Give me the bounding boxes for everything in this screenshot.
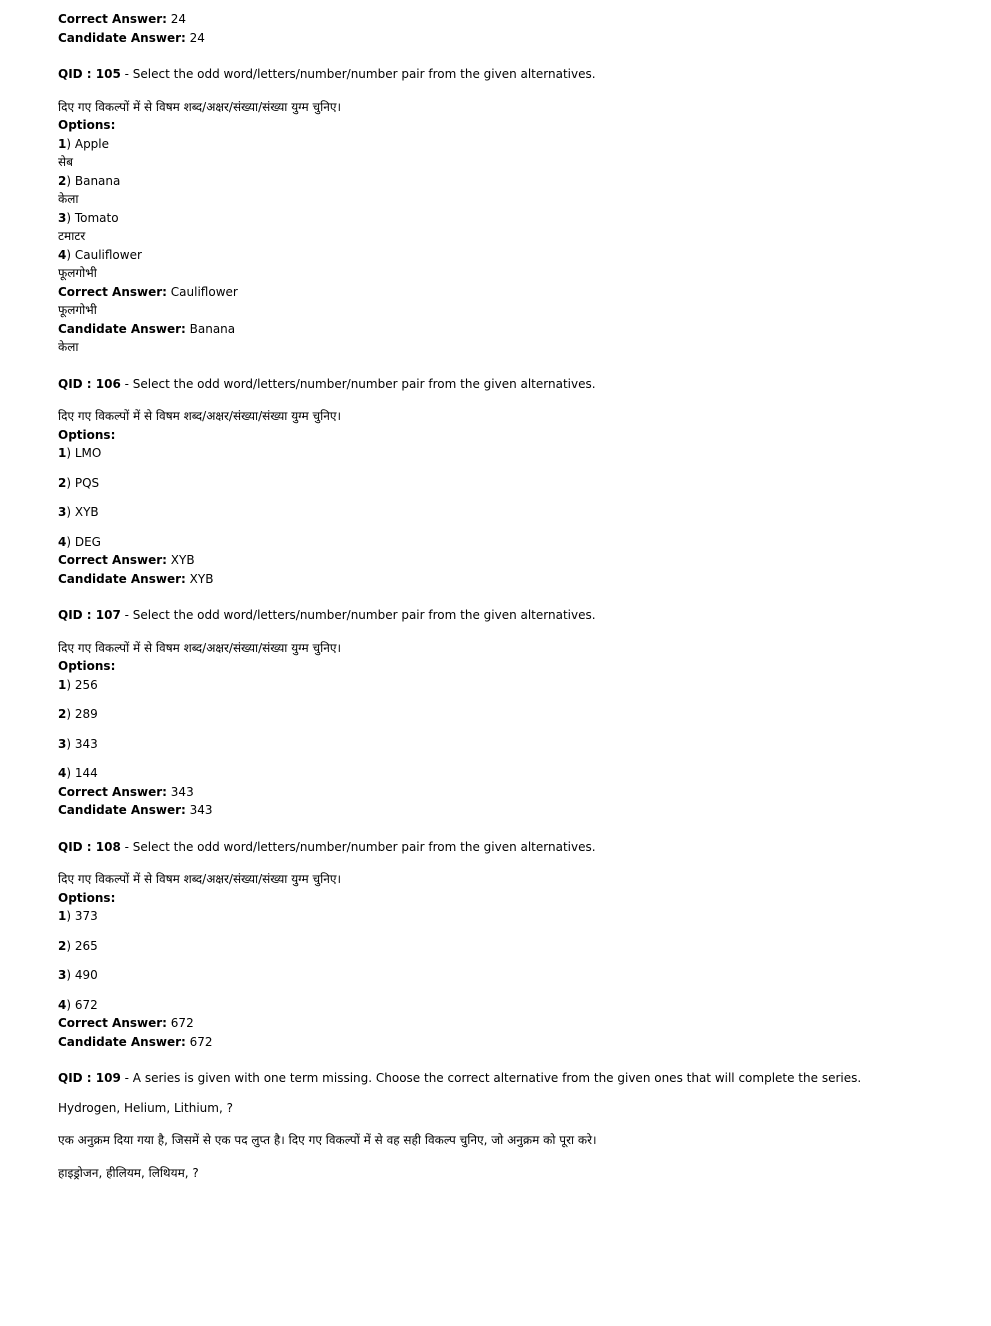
question-id: QID : 105 xyxy=(58,67,121,81)
correct-answer-row: Correct Answer: XYB xyxy=(58,553,195,567)
candidate-answer-row: Candidate Answer: 672 xyxy=(58,1034,213,1049)
question-text-hindi: दिए गए विकल्पों में से विषम शब्द/अक्षर/संख्या/संख्या युग्म चुनिए। xyxy=(58,99,342,114)
candidate-answer-value: Banana xyxy=(189,321,236,336)
option-1: 1) Apple xyxy=(58,136,110,151)
question-108 xyxy=(58,838,958,1052)
correct-answer-value: 343 xyxy=(170,784,194,799)
question-id: QID : 109 xyxy=(58,1071,121,1085)
question-text: - Select the odd word/letters/number/number pair from the given alternatives. xyxy=(120,608,596,622)
correct-answer-row: Correct Answer: Cauliflower xyxy=(58,284,238,299)
option-1-hindi: सेब xyxy=(58,155,73,169)
series-text: Hydrogen, Helium, Lithium, ? xyxy=(58,1100,233,1115)
option-2: 2) 265 xyxy=(58,938,98,953)
question-header xyxy=(58,606,958,625)
question-107 xyxy=(58,606,958,820)
option-2-hindi: केला xyxy=(58,192,79,206)
question-106 xyxy=(58,375,958,589)
option-3: 3) Tomato xyxy=(58,210,119,225)
option-4: 4) 672 xyxy=(58,997,98,1012)
candidate-answer-value: 24 xyxy=(189,30,205,45)
option-3-hindi: टमाटर xyxy=(58,229,86,243)
candidate-answer-row: Candidate Answer: XYB xyxy=(58,571,214,586)
candidate-answer-value: 343 xyxy=(189,803,213,817)
correct-answer-row: Correct Answer: 672 xyxy=(58,1016,194,1030)
correct-answer-value: XYB xyxy=(170,553,195,567)
question-text: - Select the odd word/letters/number/number pair from the given alternatives. xyxy=(120,839,596,854)
option-3: 3) 490 xyxy=(58,968,98,982)
series-text-hindi: हाइड्रोजन, हीलियम, लिथियम, ? xyxy=(58,1165,199,1180)
options-label: Options: xyxy=(58,890,116,905)
option-4: 4) 144 xyxy=(58,766,98,780)
question-text-hindi: दिए गए विकल्पों में से विषम शब्द/अक्षर/संख्या/संख्या युग्म चुनिए। xyxy=(58,640,342,655)
question-text: - A series is given with one term missing. Choose the correct alternative from the given ones that will complete the series. xyxy=(120,1071,862,1085)
question-text: - Select the odd word/letters/number/number pair from the given alternatives. xyxy=(120,67,596,81)
correct-answer-label: Correct Answer: xyxy=(58,12,167,26)
correct-answer-value: 672 xyxy=(170,1016,194,1030)
option-3: 3) XYB xyxy=(58,505,99,519)
question-id: QID : 108 xyxy=(58,839,121,854)
correct-answer-row: Correct Answer: 343 xyxy=(58,784,194,799)
candidate-answer-hindi: केला xyxy=(58,340,79,354)
candidate-answer-row: Candidate Answer: 343 xyxy=(58,803,213,817)
option-2: 2) Banana xyxy=(58,173,121,188)
question-header xyxy=(58,1069,958,1088)
question-header xyxy=(58,375,958,394)
option-2: 2) 289 xyxy=(58,707,98,721)
correct-answer-value: 24 xyxy=(170,12,187,26)
option-4-hindi: फूलगोभी xyxy=(58,266,97,280)
question-text-hindi: दिए गए विकल्पों में से विषम शब्द/अक्षर/संख्या/संख्या युग्म चुनिए। xyxy=(58,872,342,886)
option-4: 4) Cauliflower xyxy=(58,247,142,262)
candidate-answer-row: Candidate Answer: Banana xyxy=(58,321,236,336)
options-label: Options: xyxy=(58,659,116,673)
question-105 xyxy=(58,65,958,357)
correct-answer-hindi: फूलगोभी xyxy=(58,303,97,317)
question-text-hindi: दिए गए विकल्पों में से विषम शब्द/अक्षर/संख्या/संख्या युग्म चुनिए। xyxy=(58,409,342,423)
option-1: 1) 256 xyxy=(58,677,98,692)
question-id: QID : 106 xyxy=(58,376,121,391)
question-header xyxy=(58,65,958,84)
question-text: - Select the odd word/letters/number/number pair from the given alternatives. xyxy=(120,376,596,391)
question-text-hindi: एक अनुक्रम दिया गया है, जिसमें से एक पद लुप्त है। दिए गए विकल्पों में से वह सही विकल्प चुनिए, जो अनुक्रम को पूरा करे। xyxy=(58,1133,597,1147)
option-2: 2) PQS xyxy=(58,475,100,490)
candidate-answer-value: XYB xyxy=(189,571,214,586)
candidate-answer-value: 672 xyxy=(189,1034,213,1049)
option-1: 1) 373 xyxy=(58,909,98,923)
correct-answer-row xyxy=(58,10,958,29)
candidate-answer-label: Candidate Answer: xyxy=(58,30,186,45)
option-3: 3) 343 xyxy=(58,736,98,751)
candidate-answer-row xyxy=(58,29,958,48)
options-label: Options: xyxy=(58,118,116,132)
question-header xyxy=(58,838,958,857)
correct-answer-value: Cauliflower xyxy=(170,284,238,299)
options-label: Options: xyxy=(58,427,116,442)
option-4: 4) DEG xyxy=(58,534,101,549)
document-page xyxy=(58,10,958,1182)
option-1: 1) LMO xyxy=(58,446,102,460)
question-109 xyxy=(58,1069,958,1182)
question-id: QID : 107 xyxy=(58,608,121,622)
